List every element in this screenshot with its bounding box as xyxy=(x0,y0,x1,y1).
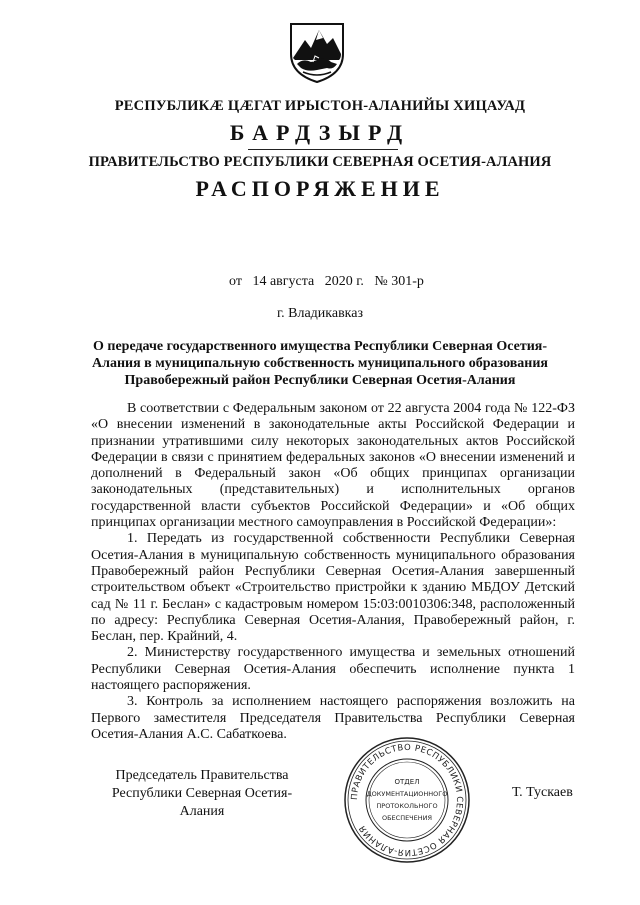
document-year: 2020 г. xyxy=(324,274,364,289)
ossetian-document-type: БАРДЗЫРД xyxy=(229,120,411,145)
svg-text:ПРАВИТЕЛЬСТВО РЕСПУБЛИКИ СЕВЕР xyxy=(350,743,464,857)
date-line xyxy=(229,274,431,290)
ossetian-government-title: РЕСПУБЛИКӔ ЦӔГАТ ИРЫСТОН-АЛАНИЙЫ ХИЦАУАД xyxy=(114,98,526,114)
seal-center-line3: ПРОТОКОЛЬНОГО xyxy=(376,802,438,810)
preamble-paragraph: В соответствии с Федеральным законом от 22 августа 2004 года № 122-ФЗ «О внесении изменений в законодательные акты Российской Федерации и признании утратившими силу некоторых законодательных актов Российской Федерации в связи с принятием федеральных законов «О внесении изменений и дополнений в Федеральный закон «Об общих принципах организации законодательных (представительных) и исполнительных органов государственной власти субъектов Российской Федерации» и «Об общих принципах организации местного самоуправления в Российской Федерации»: xyxy=(91,401,575,531)
document-title: О передаче государственного имущества Республики Северная Осетия-Алания в муниципальную собственность муниципального образования Правобережный район Республики Северная Осетия-Алания xyxy=(91,339,549,388)
clause-1: 1. Передать из государственной собственности Республики Северная Осетия-Алания в муниципальную собственность муниципального образования Правобережный район Республики Северная Осетия-Алания завершенный строительством объект «Строительство пристройки к зданию МБДОУ Детский сад № 11 г. Беслан» с кадастровым номером 15:03:0010306:348, расположенный по адресу: Республика Северная Осетия-Алания, Правобережный район, г. Беслан, пер. Крайний, 4. xyxy=(91,531,575,645)
coat-of-arms-icon xyxy=(283,18,351,86)
seal-center-line4: ОБЕСПЕЧЕНИЯ xyxy=(381,814,433,822)
official-seal xyxy=(343,736,471,864)
clause-2: 2. Министерству государственного имущества и земельных отношений Республики Северная Осетия-Алания обеспечить исполнение пункта 1 настоящего распоряжения. xyxy=(91,645,575,694)
signatory-name: Т. Тускаев xyxy=(512,785,573,800)
signatory-role-line2: Республики Северная Осетия-Алания xyxy=(111,786,293,819)
russian-government-title: ПРАВИТЕЛЬСТВО РЕСПУБЛИКИ СЕВЕРНАЯ ОСЕТИЯ-АЛАНИЯ xyxy=(88,154,552,170)
signatory-role xyxy=(92,767,312,821)
seal-center-line2: ДОКУМЕНТАЦИОННОГО xyxy=(366,790,448,798)
seal-center-line1: ОТДЕЛ xyxy=(394,778,420,786)
document-city: г. Владикавказ xyxy=(276,306,364,321)
document-date: 14 августа xyxy=(252,274,315,289)
document-body xyxy=(91,401,575,743)
document-number: № 301-р xyxy=(374,274,424,289)
header-divider xyxy=(248,149,398,150)
signatory-role-line1: Председатель Правительства xyxy=(115,768,289,783)
clause-3: 3. Контроль за исполнением настоящего распоряжения возложить на Первого заместителя Председателя Правительства Республики Северная Осетия-Алания А.С. Сабаткоева. xyxy=(91,694,575,742)
seal-ring-text: ПРАВИТЕЛЬСТВО РЕСПУБЛИКИ СЕВЕРНАЯ ОСЕТИЯ-АЛАНИЯ xyxy=(349,742,465,858)
russian-document-type: РАСПОРЯЖЕНИЕ xyxy=(195,176,445,201)
date-prefix: от xyxy=(229,274,242,289)
